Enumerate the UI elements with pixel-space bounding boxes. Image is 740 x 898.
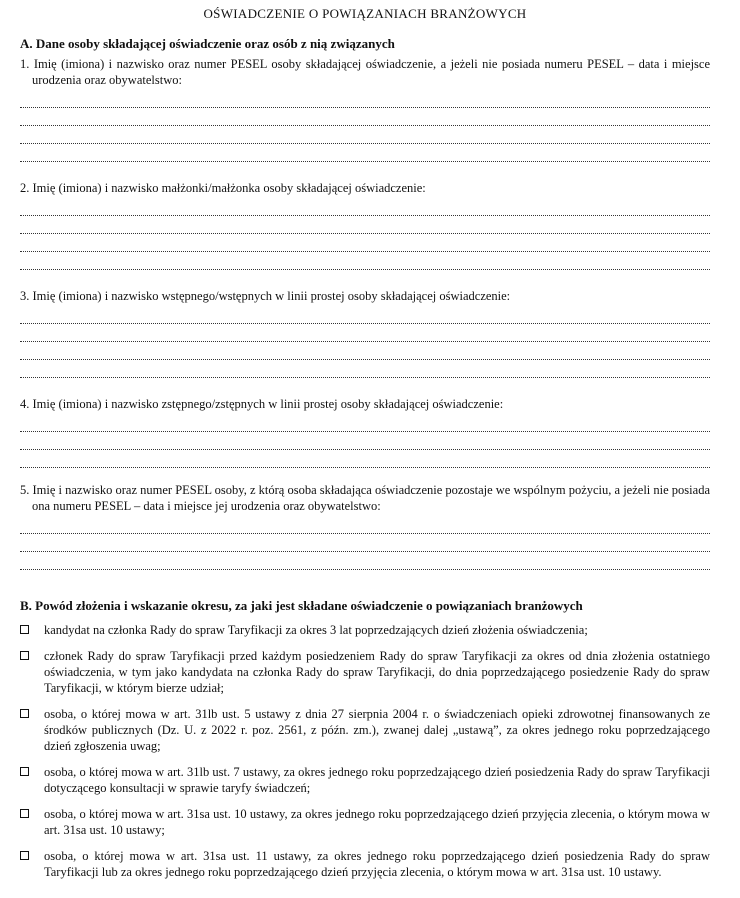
- option-art31lb-ust7[interactable]: [20, 764, 710, 796]
- checkbox[interactable]: [20, 709, 29, 718]
- section-b-heading: B. Powód złożenia i wskazanie okresu, za jaki jest składane oświadczenie o powiązaniach branżowych: [20, 598, 583, 613]
- option-label: osoba, o której mowa w art. 31sa ust. 11 ustawy, za okres jednego roku poprzedzającego dzień posiedzenia Rady do spraw Taryfikacji lub za okres jednego roku poprzedzającego dzień przyjęcia zlecenia, o którym mowa w art. 31sa ust. 10 ustawy.: [44, 849, 710, 879]
- checkbox[interactable]: [20, 651, 29, 660]
- checkbox[interactable]: [20, 625, 29, 634]
- question-5: 5. Imię i nazwisko oraz numer PESEL osoby, z którą osoba składająca oświadczenie pozostaje we wspólnym pożyciu, a jeżeli nie posiada ona numeru PESEL – data i miejsce jej urodzenia oraz obywatelstwo:: [20, 483, 710, 513]
- answer-line[interactable]: [20, 534, 710, 552]
- answer-line[interactable]: [20, 108, 710, 126]
- answer-line[interactable]: [20, 360, 710, 378]
- answer-5-lines[interactable]: [20, 516, 710, 570]
- answer-line[interactable]: [20, 126, 710, 144]
- option-art31sa-ust11[interactable]: [20, 848, 710, 880]
- answer-4-lines[interactable]: [20, 414, 710, 468]
- option-label: osoba, o której mowa w art. 31sa ust. 10 ustawy, za okres jednego roku poprzedzającego dzień przyjęcia zlecenia, o którym mowa w art. 31sa ust. 10 ustawy;: [44, 807, 710, 837]
- checkbox[interactable]: [20, 809, 29, 818]
- answer-line[interactable]: [20, 324, 710, 342]
- answer-2-lines[interactable]: [20, 198, 710, 270]
- checkbox[interactable]: [20, 767, 29, 776]
- question-3: 3. Imię (imiona) i nazwisko wstępnego/wstępnych w linii prostej osoby składającej oświadczenie:: [20, 289, 511, 303]
- answer-line[interactable]: [20, 516, 710, 534]
- question-4: 4. Imię (imiona) i nazwisko zstępnego/zstępnych w linii prostej osoby składającej oświadczenie:: [20, 397, 504, 411]
- answer-line[interactable]: [20, 252, 710, 270]
- answer-3-lines[interactable]: [20, 306, 710, 378]
- answer-line[interactable]: [20, 216, 710, 234]
- option-art31lb-ust5[interactable]: [20, 706, 710, 754]
- answer-line[interactable]: [20, 552, 710, 570]
- answer-line[interactable]: [20, 234, 710, 252]
- answer-line[interactable]: [20, 432, 710, 450]
- option-candidate[interactable]: [20, 622, 710, 638]
- option-label: osoba, o której mowa w art. 31lb ust. 7 ustawy, za okres jednego roku poprzedzającego dzień posiedzenia Rady do spraw Taryfikacji dotyczącego konsultacji w sprawie taryfy świadczeń;: [44, 765, 710, 795]
- answer-line[interactable]: [20, 306, 710, 324]
- question-2: 2. Imię (imiona) i nazwisko małżonki/małżonka osoby składającej oświadczenie:: [20, 181, 426, 195]
- answer-line[interactable]: [20, 198, 710, 216]
- option-member[interactable]: [20, 648, 710, 696]
- question-1: 1. Imię (imiona) i nazwisko oraz numer PESEL osoby składającej oświadczenie, a jeżeli nie posiada numeru PESEL – data i miejsce urodzenia oraz obywatelstwo:: [20, 57, 710, 87]
- option-label: kandydat na członka Rady do spraw Taryfikacji za okres 3 lat poprzedzających dzień złożenia oświadczenia;: [44, 623, 588, 637]
- option-label: osoba, o której mowa w art. 31lb ust. 5 ustawy z dnia 27 sierpnia 2004 r. o świadczeniach opieki zdrowotnej finansowanych ze środków publicznych (Dz. U. z 2022 r. poz. 2561, z późn. zm.), zwanej dalej „ustawą”, za okres jednego roku poprzedzającego dzień zgłoszenia uwag;: [44, 707, 710, 753]
- answer-1-lines[interactable]: [20, 90, 710, 162]
- option-art31sa-ust10[interactable]: [20, 806, 710, 838]
- answer-line[interactable]: [20, 450, 710, 468]
- answer-line[interactable]: [20, 90, 710, 108]
- answer-line[interactable]: [20, 342, 710, 360]
- checkbox[interactable]: [20, 851, 29, 860]
- form-page: [20, 0, 710, 880]
- answer-line[interactable]: [20, 144, 710, 162]
- document-title: OŚWIADCZENIE O POWIĄZANIACH BRANŻOWYCH: [203, 6, 527, 21]
- answer-line[interactable]: [20, 414, 710, 432]
- option-label: członek Rady do spraw Taryfikacji przed każdym posiedzeniem Rady do spraw Taryfikacji za okres od dnia złożenia ostatniego oświadczenia, w tym jako kandydata na członka Rady do spraw Taryfikacji, do dnia poprzedzającego posiedzenie Rady do spraw Taryfikacji, w którym bierze udział;: [44, 649, 710, 695]
- section-a-heading: A. Dane osoby składającej oświadczenie oraz osób z nią związanych: [20, 36, 395, 51]
